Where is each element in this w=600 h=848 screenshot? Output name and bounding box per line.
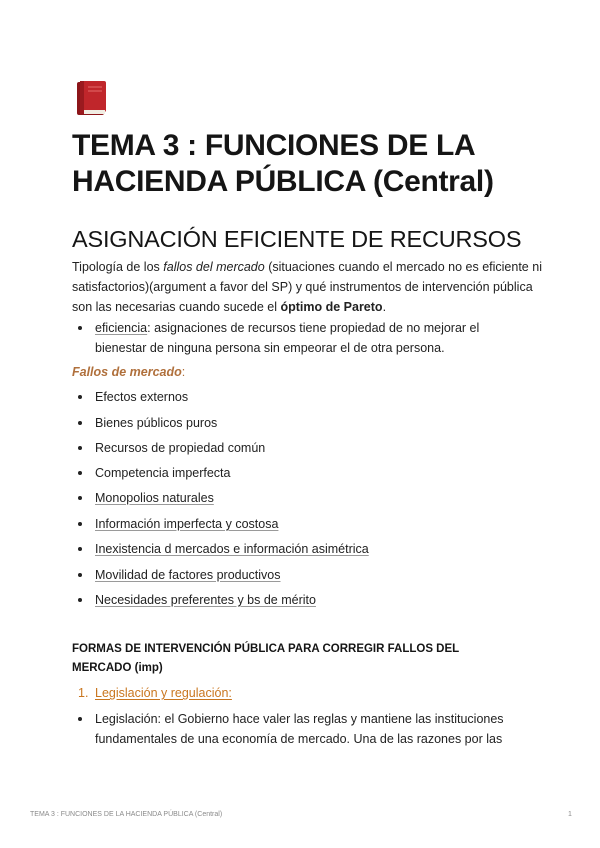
page-number: 1 (568, 811, 572, 818)
page-title: TEMA 3 : FUNCIONES DE LA HACIENDA PÚBLICA (Central) (72, 129, 494, 198)
footer-title: TEMA 3 : FUNCIONES DE LA HACIENDA PÚBLICA (Central) (30, 811, 223, 818)
section-heading: ASIGNACIÓN EFICIENTE DE RECURSOS (72, 226, 522, 252)
list-item (78, 387, 525, 407)
list-item-eficiencia (78, 318, 525, 358)
list-item-link[interactable]: Inexistencia d mercados e información asimétrica (95, 542, 369, 556)
fallos-heading-colon: : (181, 365, 186, 379)
red-book-icon (74, 79, 110, 117)
eficiencia-link[interactable]: eficiencia (95, 321, 148, 335)
list-item-link[interactable]: Movilidad de factores productivos (95, 568, 281, 582)
formas-heading: FORMAS DE INTERVENCIÓN PÚBLICA PARA CORREGIR FALLOS DEL MERCADO (imp) (72, 643, 459, 674)
list-item-text: Bienes públicos puros (95, 416, 218, 430)
eficiencia-text: : asignaciones de recursos tiene propiedad de no mejorar el bienestar de ninguna persona sin empeorar el de otra persona. (95, 321, 480, 355)
fallos-heading-label: Fallos de mercado (72, 365, 182, 379)
list-item-legislacion (78, 709, 525, 749)
list-item (78, 565, 525, 585)
list-item (78, 413, 525, 433)
list-item-text: Efectos externos (95, 390, 189, 404)
ordered-item-number: 1. (78, 686, 89, 700)
list-item-link[interactable]: Necesidades preferentes y bs de mérito (95, 593, 316, 607)
list-item-link[interactable]: Monopolios naturales (95, 491, 214, 505)
list-item (78, 539, 525, 559)
intro-part1: Tipología de los (72, 260, 164, 274)
list-item (78, 590, 525, 610)
optimo-term: óptimo de Pareto (280, 300, 383, 314)
list-item (78, 514, 525, 534)
list-item (78, 438, 525, 458)
list-item-text: Legislación: el Gobierno hace valer las reglas y mantiene las instituciones fundamentales de una economía de mercado. Una de las razones por las (95, 712, 504, 746)
list-item-text: Competencia imperfecta (95, 466, 231, 480)
list-item (78, 463, 525, 483)
legislacion-link[interactable]: Legislación y regulación: (95, 686, 232, 700)
intro-end: . (382, 300, 387, 314)
list-item (78, 488, 525, 508)
fallos-term: fallos del mercado (163, 260, 265, 274)
fallos-heading (72, 362, 185, 382)
list-item-link[interactable]: Información imperfecta y costosa (95, 517, 279, 531)
intro-part2: (situaciones cuando el mercado no es eficiente ni satisfactorios)(argument a favor del SP) y qué instrumentos de intervención pública son las necesarias cuando sucede el (72, 260, 542, 314)
ordered-list-item (78, 683, 232, 703)
list-item-text: Recursos de propiedad común (95, 441, 266, 455)
intro-paragraph (72, 257, 542, 317)
